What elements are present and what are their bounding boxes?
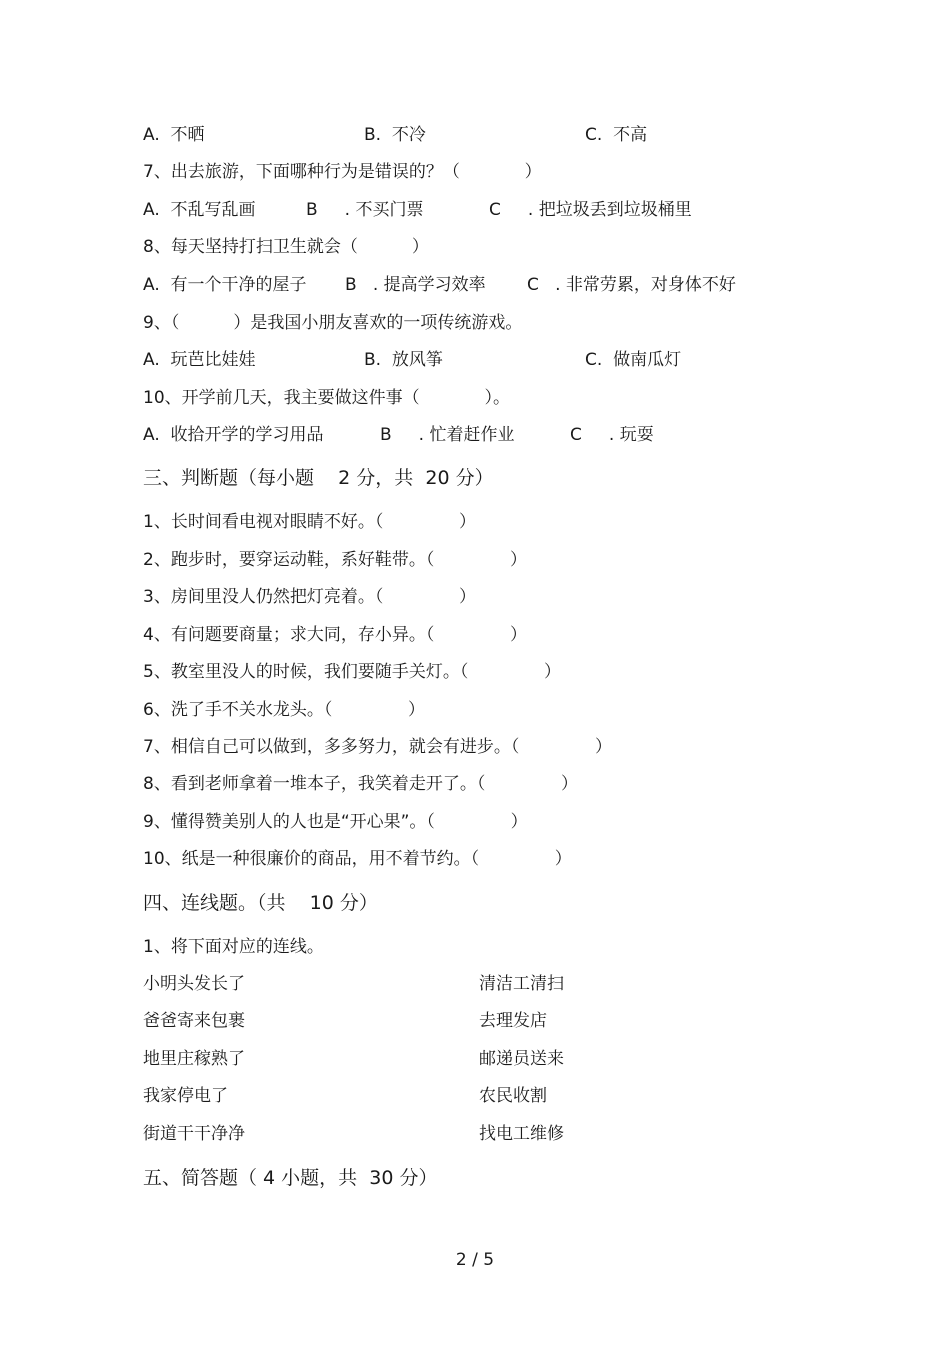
judge-item-5: 5、教室里没人的时候，我们要随手关灯。（ ） xyxy=(143,662,561,682)
q10-option-b: B . 忙着赶作业 xyxy=(380,425,515,445)
judge-item-3: 3、房间里没人仍然把灯亮着。（ ） xyxy=(143,587,476,607)
judge-item-8: 8、看到老师拿着一堆本子，我笑着走开了。（ ） xyxy=(143,774,578,794)
q6-option-a: A. 不晒 xyxy=(143,125,205,145)
match-right-4: 农民收割 xyxy=(479,1086,547,1106)
q7-option-c: C . 把垃圾丢到垃圾桶里 xyxy=(489,200,692,220)
question-7: 7、出去旅游，下面哪种行为是错误的？（ ） xyxy=(143,162,542,182)
judge-item-1: 1、长时间看电视对眼睛不好。（ ） xyxy=(143,512,476,532)
judge-item-4: 4、有问题要商量；求大同，存小异。（ ） xyxy=(143,625,527,645)
judge-item-6: 6、洗了手不关水龙头。（ ） xyxy=(143,700,425,720)
q8-option-b: B . 提高学习效率 xyxy=(345,275,486,295)
q9-option-b: B. 放风筝 xyxy=(364,350,443,370)
match-left-1: 小明头发长了 xyxy=(143,974,245,994)
q7-option-a: A. 不乱写乱画 xyxy=(143,200,256,220)
match-left-5: 街道干干净净 xyxy=(143,1124,245,1144)
question-8: 8、每天坚持打扫卫生就会（ ） xyxy=(143,237,429,257)
match-right-3: 邮递员送来 xyxy=(479,1049,564,1069)
q9-option-c: C. 做南瓜灯 xyxy=(585,350,682,370)
q6-option-b: B. 不冷 xyxy=(364,125,426,145)
section-5-heading: 五、简答题（ 4 小题，共 30 分） xyxy=(143,1167,438,1189)
section-3-heading: 三、判断题（每小题 2 分，共 20 分） xyxy=(143,467,494,489)
question-9: 9、（ ）是我国小朋友喜欢的一项传统游戏。 xyxy=(143,313,523,333)
judge-item-9: 9、懂得赞美别人的人也是“开心果”。（ ） xyxy=(143,812,528,832)
match-instruction: 1、将下面对应的连线。 xyxy=(143,937,324,957)
q8-option-c: C . 非常劳累，对身体不好 xyxy=(527,275,736,295)
match-left-3: 地里庄稼熟了 xyxy=(143,1049,245,1069)
section-4-heading: 四、连线题。（共 10 分） xyxy=(143,892,378,914)
match-right-1: 清洁工清扫 xyxy=(479,974,564,994)
judge-item-7: 7、相信自己可以做到，多多努力，就会有进步。（ ） xyxy=(143,737,612,757)
q10-option-a: A. 收拾开学的学习用品 xyxy=(143,425,324,445)
question-10: 10、开学前几天，我主要做这件事（ ）。 xyxy=(143,388,510,408)
q9-option-a: A. 玩芭比娃娃 xyxy=(143,350,256,370)
page-number: 2 / 5 xyxy=(455,1250,495,1270)
q10-option-c: C . 玩耍 xyxy=(570,425,654,445)
q7-option-b: B . 不买门票 xyxy=(306,200,424,220)
match-right-5: 找电工维修 xyxy=(479,1124,564,1144)
judge-item-2: 2、跑步时，要穿运动鞋，系好鞋带。（ ） xyxy=(143,550,527,570)
match-left-2: 爸爸寄来包裹 xyxy=(143,1011,245,1031)
judge-item-10: 10、纸是一种很廉价的商品，用不着节约。（ ） xyxy=(143,849,572,869)
q8-option-a: A. 有一个干净的屋子 xyxy=(143,275,307,295)
match-right-2: 去理发店 xyxy=(479,1011,547,1031)
match-left-4: 我家停电了 xyxy=(143,1086,228,1106)
q6-option-c: C. 不高 xyxy=(585,125,648,145)
